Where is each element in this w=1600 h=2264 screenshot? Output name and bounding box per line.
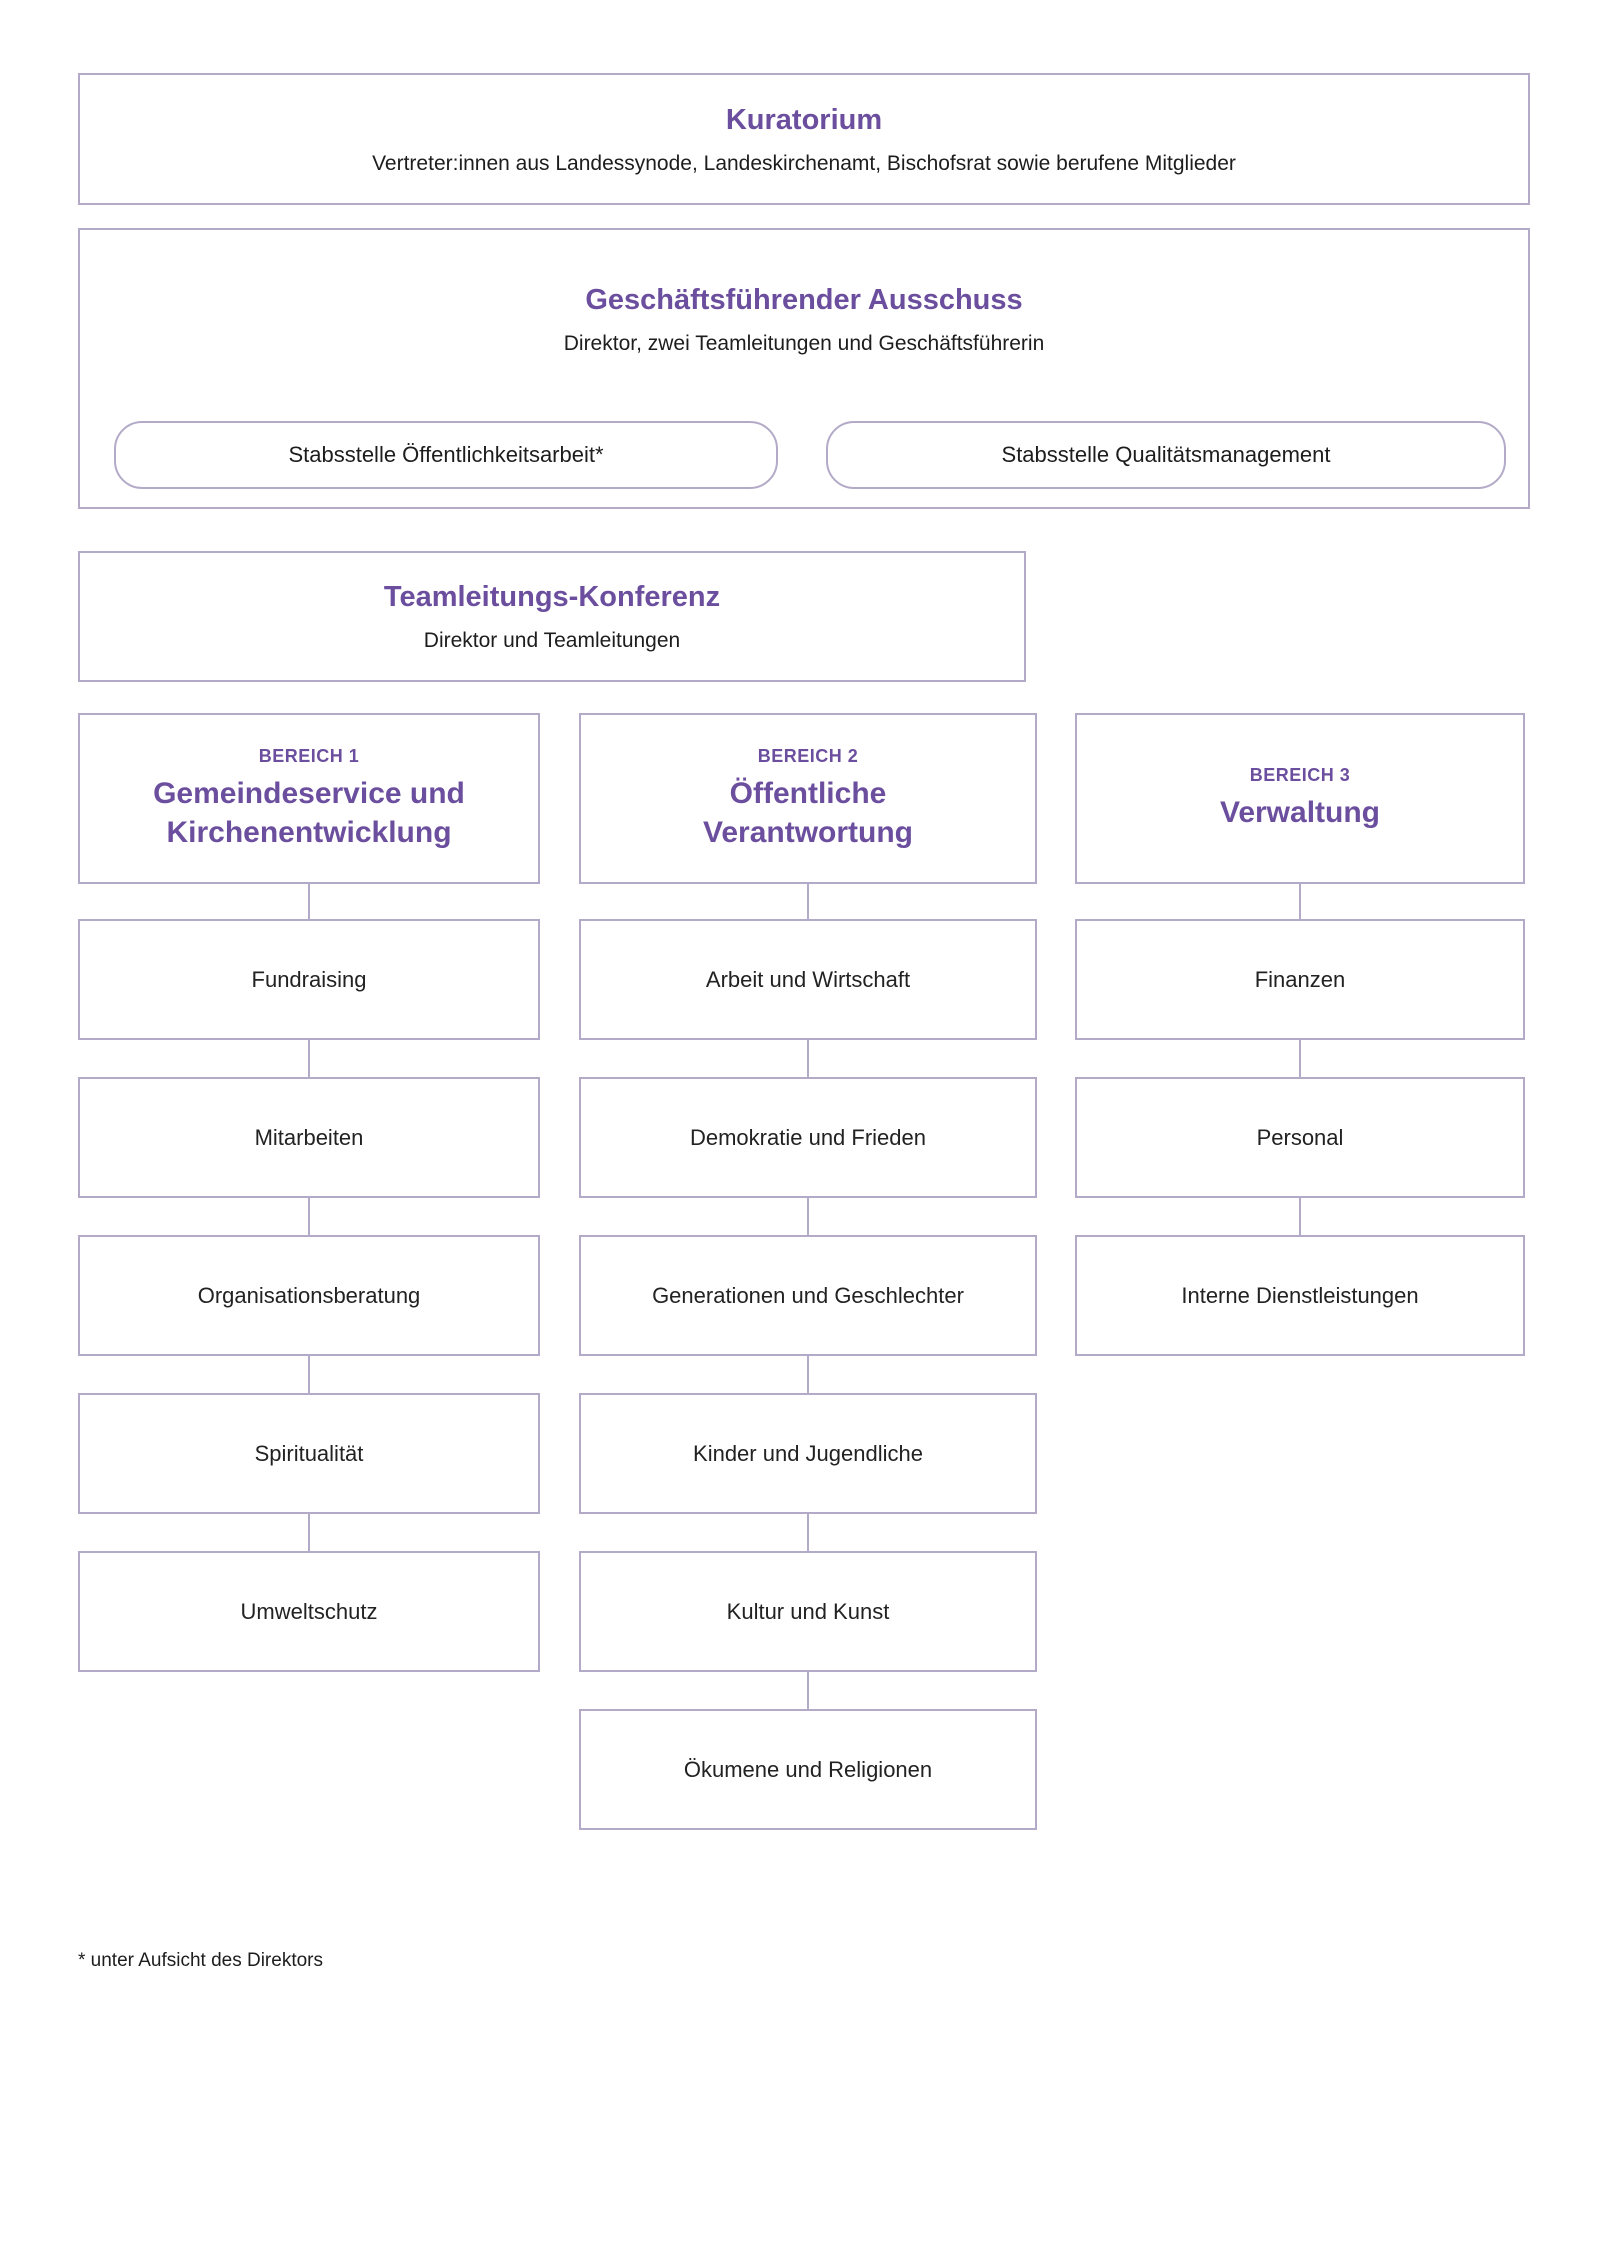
bereich-3-title: Verwaltung <box>1219 796 1381 829</box>
connector-line <box>308 1040 310 1077</box>
connector-line <box>308 1356 310 1393</box>
connector-line <box>1299 884 1301 919</box>
item-box: Demokratie und Frieden <box>579 1077 1037 1198</box>
connector-line <box>807 1356 809 1393</box>
item-box: Organisationsberatung <box>78 1235 540 1356</box>
bereich-1-kicker: BEREICH 1 <box>258 745 360 766</box>
kuratorium-title: Kuratorium <box>725 103 883 136</box>
connector-line <box>807 1040 809 1077</box>
bereich-1-header-box <box>78 713 540 884</box>
item-box: Personal <box>1075 1077 1525 1198</box>
bereich-3-header-box <box>1075 713 1525 884</box>
item-box: Finanzen <box>1075 919 1525 1040</box>
item-box: Mitarbeiten <box>78 1077 540 1198</box>
stabsstelle-oeffentlichkeitsarbeit-box <box>114 421 778 489</box>
item-box: Umweltschutz <box>78 1551 540 1672</box>
bereich-1-title: Gemeindeservice und Kirchenentwicklung <box>153 776 465 849</box>
item-box: Kultur und Kunst <box>579 1551 1037 1672</box>
stabsstelle-qualitaetsmanagement-box <box>826 421 1506 489</box>
connector-line <box>308 1198 310 1235</box>
bereich-3-kicker: BEREICH 3 <box>1249 765 1351 785</box>
kuratorium-box <box>78 73 1530 205</box>
item-box: Interne Dienstleistungen <box>1075 1235 1525 1356</box>
bereich-2-title: Öffentliche Verantwortung <box>702 776 913 849</box>
konferenz-subtitle: Direktor und Teamleitungen <box>423 629 681 652</box>
bereich-2-header-box <box>579 713 1037 884</box>
stabsstelle-qualitaetsmanagement-label: Stabsstelle Qualitätsmanagement <box>1001 442 1331 467</box>
item-box: Arbeit und Wirtschaft <box>579 919 1037 1040</box>
connector-line <box>807 1672 809 1709</box>
ausschuss-subtitle: Direktor, zwei Teamleitungen und Geschäftsführerin <box>563 332 1045 355</box>
connector-line <box>1299 1040 1301 1077</box>
connector-line <box>807 1198 809 1235</box>
item-box: Generationen und Geschlechter <box>579 1235 1037 1356</box>
connector-line <box>807 1514 809 1551</box>
connector-line <box>308 884 310 919</box>
stabsstelle-oeffentlichkeitsarbeit-label: Stabsstelle Öffentlichkeitsarbeit* <box>288 442 604 467</box>
item-box: Kinder und Jugendliche <box>579 1393 1037 1514</box>
footnote: * unter Aufsicht des Direktors <box>78 1950 323 1971</box>
item-box: Ökumene und Religionen <box>579 1709 1037 1830</box>
connector-line <box>1299 1198 1301 1235</box>
kuratorium-subtitle: Vertreter:innen aus Landessynode, Landeskirchenamt, Bischofsrat sowie berufene Mitglieder <box>372 151 1236 175</box>
ausschuss-title: Geschäftsführender Ausschuss <box>585 284 1023 316</box>
bereich-2-kicker: BEREICH 2 <box>757 745 859 766</box>
ausschuss-box <box>78 228 1530 509</box>
konferenz-box <box>78 551 1026 682</box>
connector-line <box>807 884 809 919</box>
konferenz-title: Teamleitungs-Konferenz <box>383 581 721 613</box>
connector-line <box>308 1514 310 1551</box>
item-box: Spiritualität <box>78 1393 540 1514</box>
item-box: Fundraising <box>78 919 540 1040</box>
